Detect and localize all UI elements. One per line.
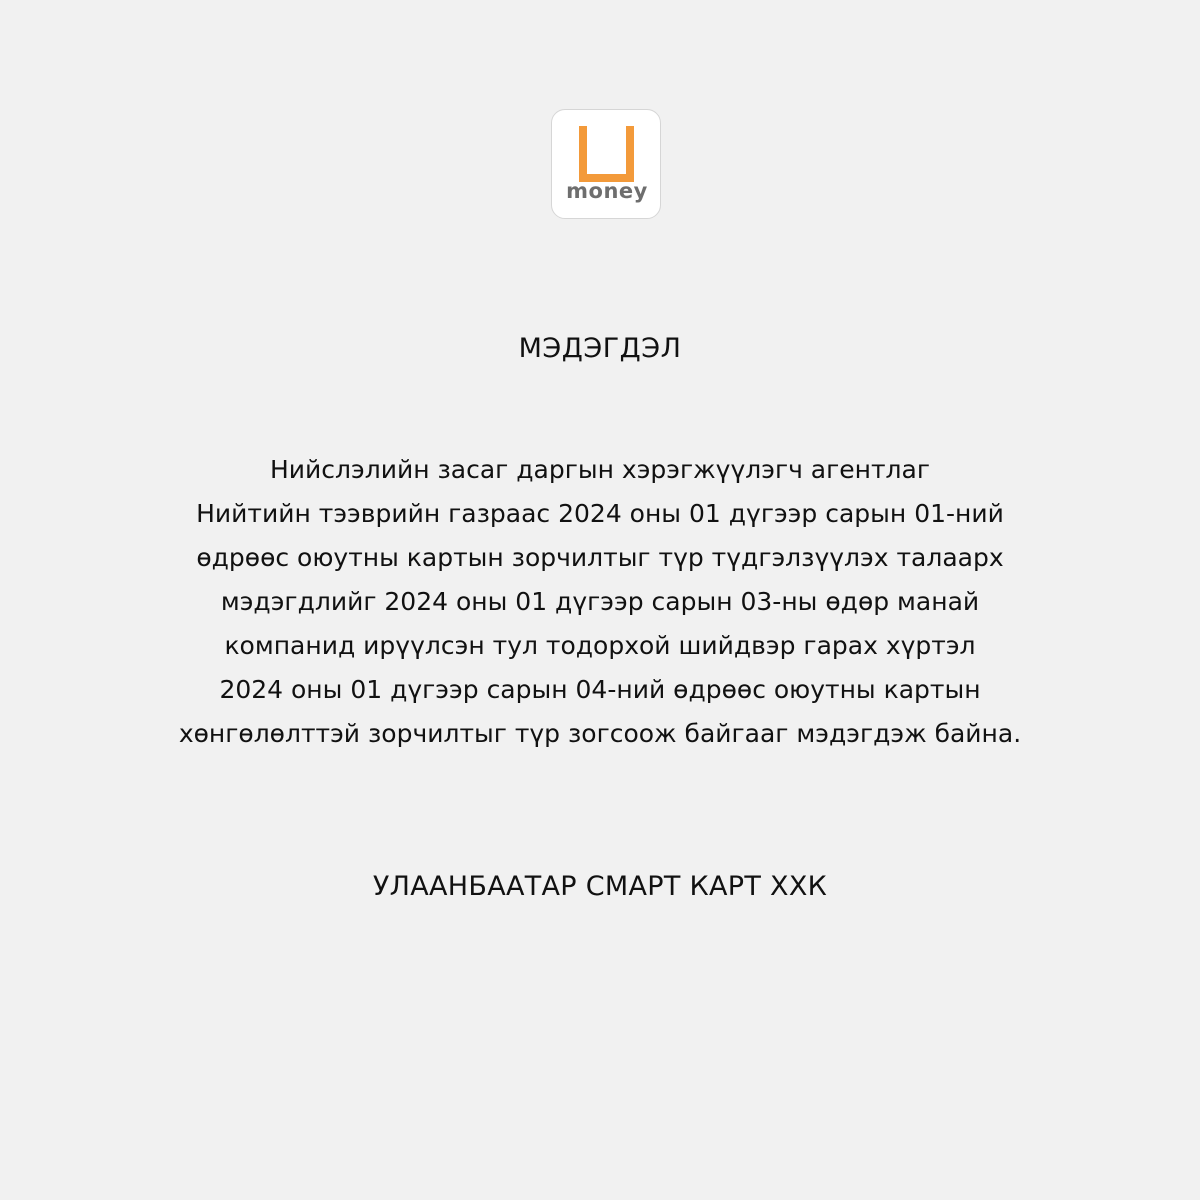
notice-body-line: Нийтийн тээврийн газраас 2024 оны 01 дүгээр сарын 01-ний: [196, 499, 1004, 528]
logo-text: money: [566, 179, 648, 203]
notice-body-line: компанид ирүүлсэн тул тодорхой шийдвэр гарах хүртэл: [224, 631, 976, 660]
notice-body-line: өдрөөс оюутны картын зорчилтыг түр түдгэлзүүлэх талаарх: [196, 543, 1004, 572]
notice-body-line: 2024 оны 01 дүгээр сарын 04-ний өдрөөс оюутны картын: [219, 675, 981, 704]
u-money-logo-icon: [579, 126, 634, 182]
notice-heading: МЭДЭГДЭЛ: [518, 333, 682, 364]
notice-body-line: мэдэгдлийг 2024 оны 01 дүгээр сарын 03-ны өдөр манай: [220, 587, 980, 616]
u-money-logo: [551, 109, 661, 219]
notice-signature: УЛААНБААТАР СМАРТ КАРТ ХХК: [372, 871, 828, 902]
notice-body-line: Нийслэлийн засаг даргын хэрэгжүүлэгч агентлаг: [270, 455, 930, 484]
notice-body: [60, 448, 1140, 756]
notice-body-line: хөнгөлөлттэй зорчилтыг түр зогсоож байгааг мэдэгдэж байна.: [178, 719, 1022, 748]
